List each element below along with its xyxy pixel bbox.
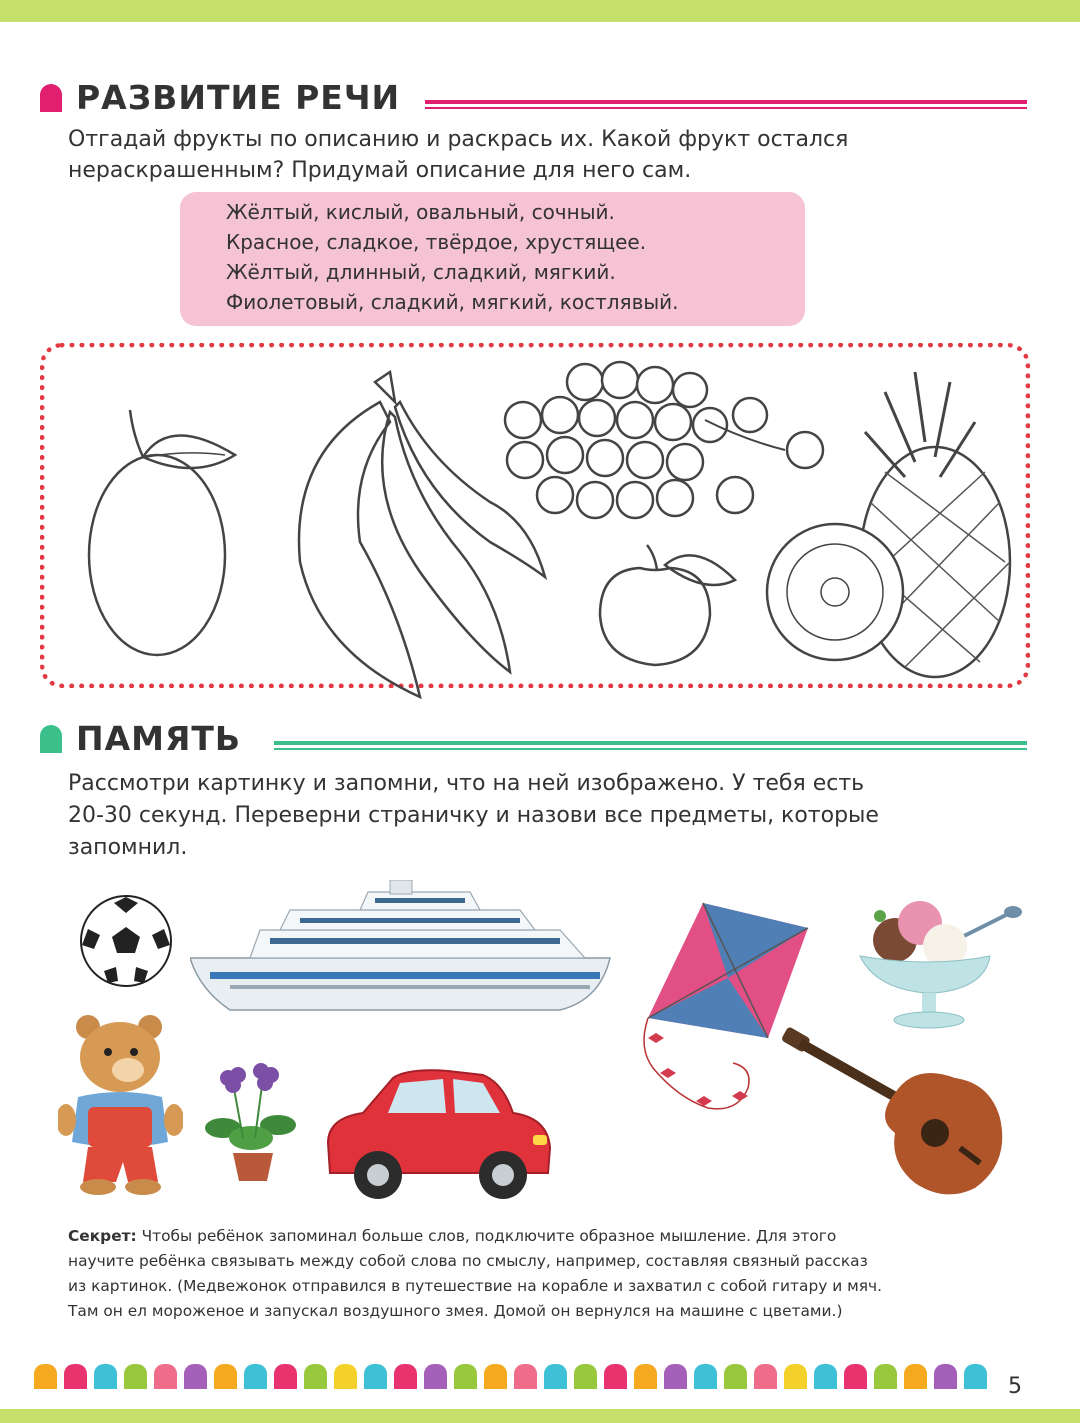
instruction-line: запомнил. — [68, 835, 188, 860]
memory-instructions — [68, 768, 1028, 864]
secret-text: из картинок. (Медвежонок отправился в путешествие на корабле и захватил с собой гитару и мяч. — [68, 1277, 882, 1295]
riddle-grapes: Фиолетовый, сладкий, мягкий, костлявый. — [226, 290, 679, 314]
decorative-pill — [844, 1364, 867, 1389]
section-marker — [40, 84, 62, 112]
decorative-pill — [184, 1364, 207, 1389]
decorative-pill — [424, 1364, 447, 1389]
decorative-pill — [454, 1364, 477, 1389]
secret-text: Чтобы ребёнок запоминал больше слов, подключите образное мышление. Для этого — [136, 1227, 837, 1245]
decorative-pill — [604, 1364, 627, 1389]
decorative-pill-row — [34, 1364, 987, 1389]
cruise-ship-icon — [190, 880, 630, 1020]
instruction-line: Рассмотри картинку и запомни, что на ней изображено. У тебя есть — [68, 771, 865, 796]
decorative-pill — [304, 1364, 327, 1389]
bottom-color-bar — [0, 1409, 1080, 1423]
red-car-icon — [318, 1063, 558, 1203]
decorative-pill — [694, 1364, 717, 1389]
section-underline — [425, 100, 1027, 105]
decorative-pill — [724, 1364, 747, 1389]
decorative-pill — [64, 1364, 87, 1389]
soccer-ball-icon — [78, 893, 174, 989]
section-heading: РАЗВИТИЕ РЕЧИ — [76, 78, 401, 117]
decorative-pill — [874, 1364, 897, 1389]
instruction-line: Отгадай фрукты по описанию и раскрась их. Какой фрукт остался — [68, 127, 849, 152]
section-title-memory — [40, 719, 241, 758]
decorative-pill — [784, 1364, 807, 1389]
secret-note — [68, 1224, 1013, 1324]
decorative-pill — [334, 1364, 357, 1389]
ice-cream-icon — [850, 898, 1025, 1033]
pineapple-icon — [765, 362, 1020, 682]
decorative-pill — [484, 1364, 507, 1389]
section-underline — [274, 741, 1027, 746]
secret-text: научите ребёнка связывать между собой слова по смыслу, например, составляя связный рассказ — [68, 1252, 868, 1270]
page-number: 5 — [1008, 1374, 1022, 1399]
decorative-pill — [124, 1364, 147, 1389]
decorative-pill — [934, 1364, 957, 1389]
decorative-pill — [544, 1364, 567, 1389]
decorative-pill — [814, 1364, 837, 1389]
decorative-pill — [664, 1364, 687, 1389]
decorative-pill — [634, 1364, 657, 1389]
instruction-line: 20-30 секунд. Переверни страничку и назови все предметы, которые — [68, 803, 879, 828]
decorative-pill — [394, 1364, 417, 1389]
apple-icon — [595, 540, 745, 670]
decorative-pill — [214, 1364, 237, 1389]
decorative-pill — [364, 1364, 387, 1389]
decorative-pill — [94, 1364, 117, 1389]
section-heading: ПАМЯТЬ — [76, 719, 242, 758]
decorative-pill — [964, 1364, 987, 1389]
violet-flower-icon — [203, 1053, 298, 1183]
riddles-box — [180, 192, 805, 326]
instruction-line: нераскрашенным? Придумай описание для него сам. — [68, 158, 692, 183]
decorative-pill — [754, 1364, 777, 1389]
decorative-pill — [34, 1364, 57, 1389]
riddle-apple: Красное, сладкое, твёрдое, хрустящее. — [226, 230, 647, 254]
secret-text: Там он ел мороженое и запускал воздушного змея. Домой он вернулся на машине с цветами.) — [68, 1302, 843, 1320]
decorative-pill — [514, 1364, 537, 1389]
lemon-icon — [75, 395, 250, 670]
decorative-pill — [274, 1364, 297, 1389]
riddle-lemon: Жёлтый, кислый, овальный, сочный. — [226, 200, 615, 224]
decorative-pill — [154, 1364, 177, 1389]
decorative-pill — [574, 1364, 597, 1389]
decorative-pill — [904, 1364, 927, 1389]
riddle-banana: Жёлтый, длинный, сладкий, мягкий. — [226, 260, 616, 284]
top-color-bar — [0, 0, 1080, 22]
decorative-pill — [244, 1364, 267, 1389]
bear-cub-icon — [58, 1012, 183, 1197]
guitar-icon — [775, 1023, 1015, 1203]
section-marker — [40, 725, 62, 753]
section-title-speech — [40, 78, 400, 117]
secret-label: Секрет: — [68, 1227, 137, 1245]
speech-instructions — [68, 124, 1028, 186]
